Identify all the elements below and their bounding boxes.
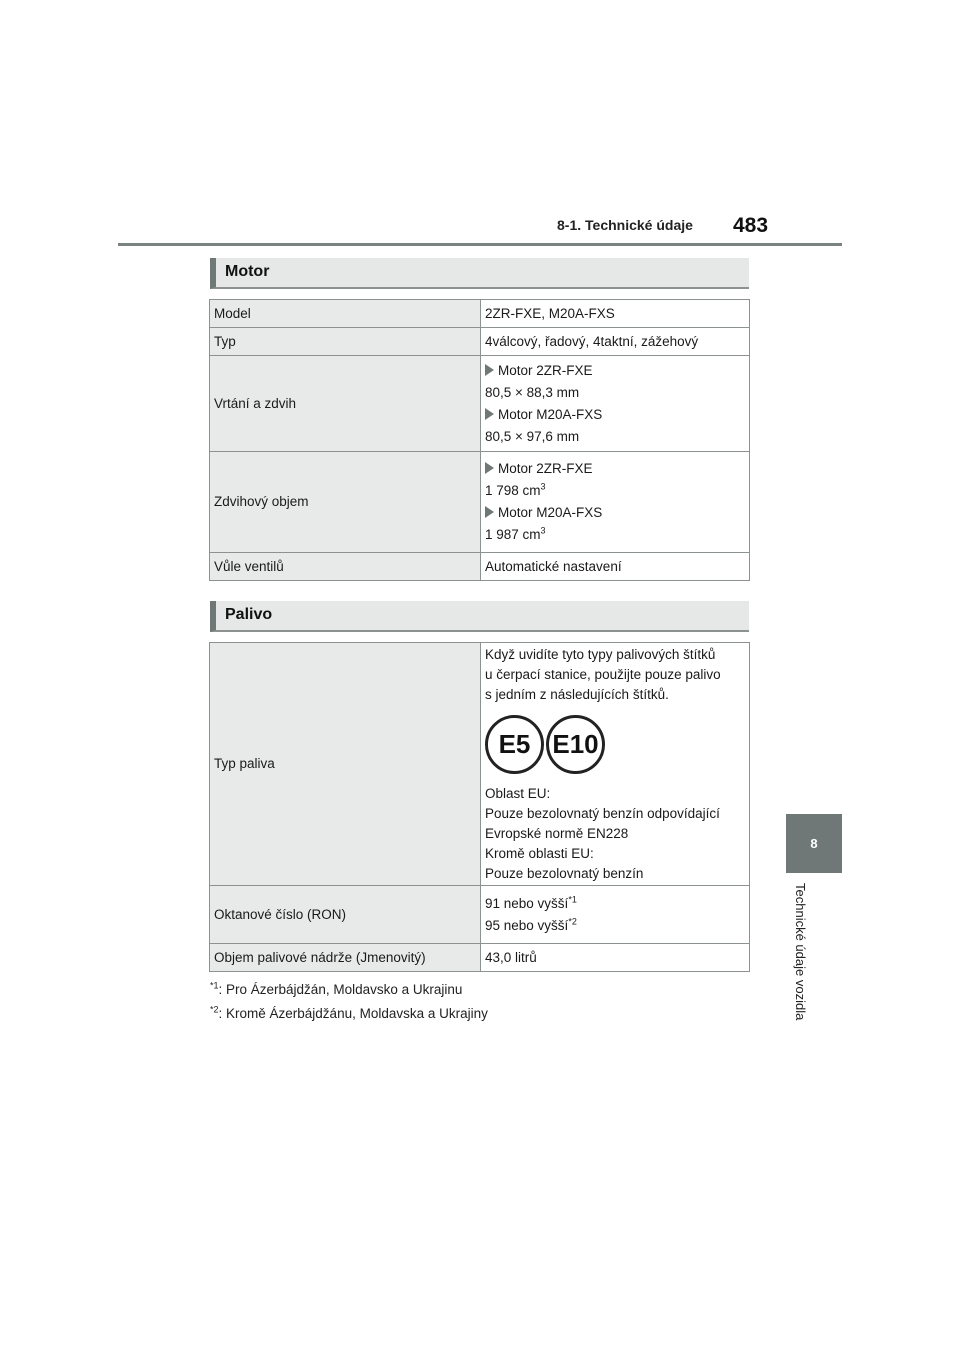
- table-row: [210, 944, 750, 972]
- row-label: Vůle ventilů: [210, 553, 481, 581]
- text-line: Když uvidíte tyto typy palivových štítků: [485, 646, 716, 662]
- subitem-value: 91 nebo vyšší$^{*1}$: [485, 894, 577, 911]
- row-label: Typ paliva: [210, 643, 481, 886]
- row-value: [481, 452, 750, 553]
- section-heading-fuel: [210, 601, 749, 632]
- subitem: Motor 2ZR-FXE: [485, 361, 745, 381]
- text-line: s jedním z následujících štítků.: [485, 686, 669, 702]
- arrow-right-icon: [485, 364, 494, 376]
- row-value: [481, 886, 750, 944]
- arrow-right-icon: [485, 462, 494, 474]
- arrow-right-icon: [485, 506, 494, 518]
- subitem-value: 95 nebo vyšší$^{*2}$: [485, 916, 577, 933]
- subitem-value: 80,5 × 97,6 mm: [485, 428, 580, 444]
- text-line: Oblast EU:: [485, 785, 551, 801]
- row-label: Zdvihový objem: [210, 452, 481, 553]
- row-label: Oktanové číslo (RON): [210, 886, 481, 944]
- fuel-label-e5-icon: E5: [485, 715, 544, 774]
- row-value: [481, 356, 750, 452]
- text-line: Pouze bezolovnatý benzín odpovídající: [485, 805, 720, 821]
- table-row: [210, 886, 750, 944]
- text-line: Kromě oblasti EU:: [485, 845, 594, 861]
- subitem-value: 80,5 × 88,3 mm: [485, 384, 580, 400]
- text-line: u čerpací stanice, použijte pouze palivo: [485, 666, 721, 682]
- subitem: Motor M20A-FXS: [485, 405, 745, 425]
- subitem-value: 1 987 $cm^3$: [485, 525, 546, 542]
- header-section-title: 8-1. Technické údaje: [557, 217, 693, 233]
- subitem-value: 1 798 $cm^3$: [485, 481, 546, 498]
- table-row: [210, 300, 750, 328]
- text-line: Evropské normě EN228: [485, 825, 629, 841]
- table-row: [210, 553, 750, 581]
- fuel-label-badges: [485, 715, 745, 774]
- section-heading-motor: [210, 258, 749, 289]
- row-value: Automatické nastavení: [481, 553, 750, 581]
- row-value: [481, 643, 750, 886]
- chapter-label: Technické údaje vozidla: [793, 883, 808, 1021]
- chapter-tab: 8: [786, 814, 842, 873]
- header-rule: [118, 243, 842, 246]
- page-number: 483: [733, 214, 769, 237]
- footnote-1: $^{*1}$: Pro Ázerbájdžán, Moldavsko a Ukrajinu: [210, 980, 463, 997]
- row-label: Vrtání a zdvih: [210, 356, 481, 452]
- text-line: Pouze bezolovnatý benzín: [485, 865, 644, 881]
- subitem: Motor M20A-FXS: [485, 503, 745, 523]
- table-row: [210, 356, 750, 452]
- row-label: Objem palivové nádrže (Jmenovitý): [210, 944, 481, 972]
- subitem: Motor 2ZR-FXE: [485, 459, 745, 479]
- table-row: [210, 452, 750, 553]
- fuel-table: [209, 642, 750, 972]
- table-row: [210, 328, 750, 356]
- row-value: 4válcový, řadový, 4taktní, zážehový: [481, 328, 750, 356]
- arrow-right-icon: [485, 408, 494, 420]
- row-label: Typ: [210, 328, 481, 356]
- row-value: 2ZR-FXE, M20A-FXS: [481, 300, 750, 328]
- section-title: Motor: [225, 263, 270, 280]
- footnote-2: $^{*2}$: Kromě Ázerbájdžánu, Moldavska a Ukrajiny: [210, 1004, 488, 1021]
- row-label: Model: [210, 300, 481, 328]
- fuel-label-e10-icon: E10: [546, 715, 605, 774]
- row-value: 43,0 litrů: [481, 944, 750, 972]
- table-row: [210, 643, 750, 886]
- motor-table: [209, 299, 750, 581]
- section-title: Palivo: [225, 606, 273, 623]
